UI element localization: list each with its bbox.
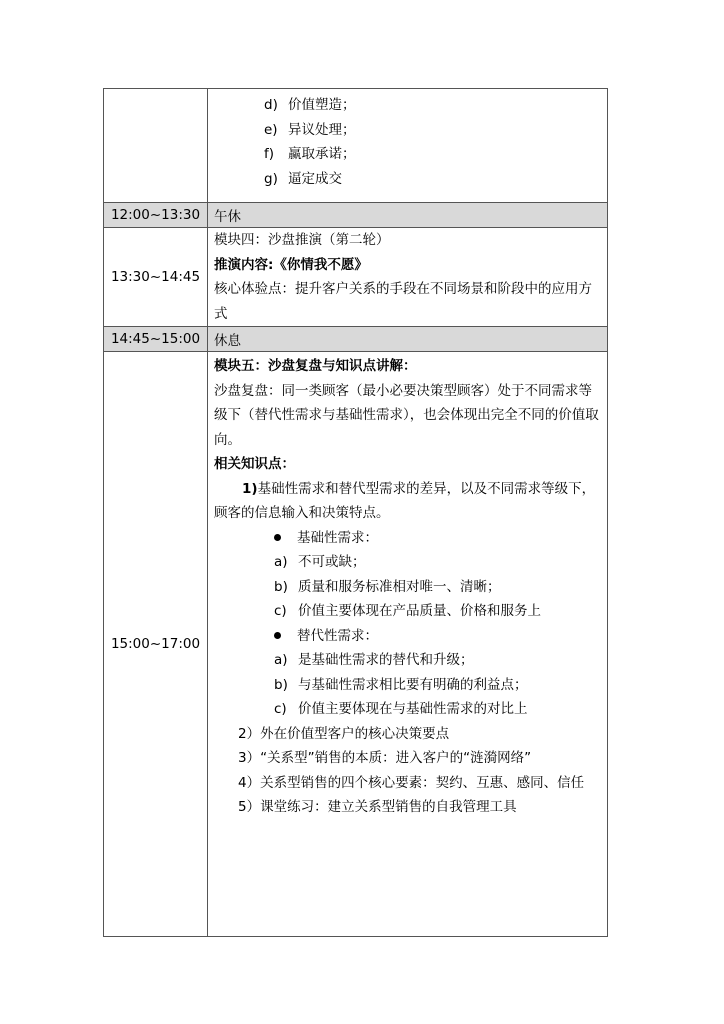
time-cell: 15:00~17:00 (104, 352, 208, 937)
time-cell: 13:30~14:45 (104, 228, 208, 327)
knowledge-heading: 相关知识点： (214, 456, 295, 472)
bullet-icon (274, 632, 281, 639)
list-item: a) 是基础性需求的替代和升级； (274, 652, 474, 668)
list-item: a) 不可或缺； (274, 554, 366, 570)
bullet-item: 替代性需求： (214, 624, 601, 649)
module-title: 模块五：沙盘复盘与知识点讲解： (214, 358, 417, 374)
content-cell: 休息 (208, 327, 608, 352)
knowledge-point-1: 1)基础性需求和替代型需求的差异，以及不同需求等级下，顾客的信息输入和决策特点。 (214, 480, 596, 521)
bullet-icon (274, 534, 281, 541)
content-cell (208, 352, 608, 937)
time-cell (104, 89, 208, 203)
knowledge-point-4: 4）关系型销售的四个核心要素：契约、互惠、感同、信任 (238, 774, 585, 791)
module-subtitle: 推演内容:《你情我不愿》 (214, 256, 368, 273)
time-cell: 14:45~15:00 (104, 327, 208, 352)
list-item: c) 价值主要体现在产品质量、价格和服务上 (274, 603, 541, 619)
knowledge-point-5: 5）课堂练习：建立关系型销售的自我管理工具 (238, 799, 517, 815)
knowledge-point-3: 3）“关系型”销售的本质：进入客户的“涟漪网络” (238, 750, 532, 766)
list-item: g) 逼定成交 (264, 170, 342, 187)
list-item: b) 与基础性需求相比要有明确的利益点； (274, 676, 528, 693)
knowledge-point-2: 2）外在价值型客户的核心决策要点 (238, 725, 450, 742)
content-cell (208, 89, 608, 203)
list-item: c) 价值主要体现在与基础性需求的对比上 (274, 701, 528, 717)
list-item: e) 异议处理； (264, 121, 356, 138)
content-cell (208, 228, 608, 327)
content-cell: 午休 (208, 203, 608, 228)
module-experience: 核心体验点：提升客户关系的手段在不同场景和阶段中的应用方式 (214, 281, 592, 322)
list-item: b) 质量和服务标准相对唯一、清晰； (274, 578, 501, 595)
module-title: 模块四：沙盘推演（第二轮） (214, 232, 390, 248)
list-item: f) 赢取承诺； (264, 146, 356, 162)
review-text: 沙盘复盘：同一类顾客（最小必要决策型顾客）处于不同需求等级下（替代性需求与基础性需求），也会体现出完全不同的价值取向。 (214, 382, 599, 448)
time-cell: 12:00~13:30 (104, 203, 208, 228)
bullet-item: 基础性需求： (214, 526, 601, 551)
schedule-table (103, 88, 608, 936)
list-item: d) 价值塑造； (264, 97, 356, 113)
